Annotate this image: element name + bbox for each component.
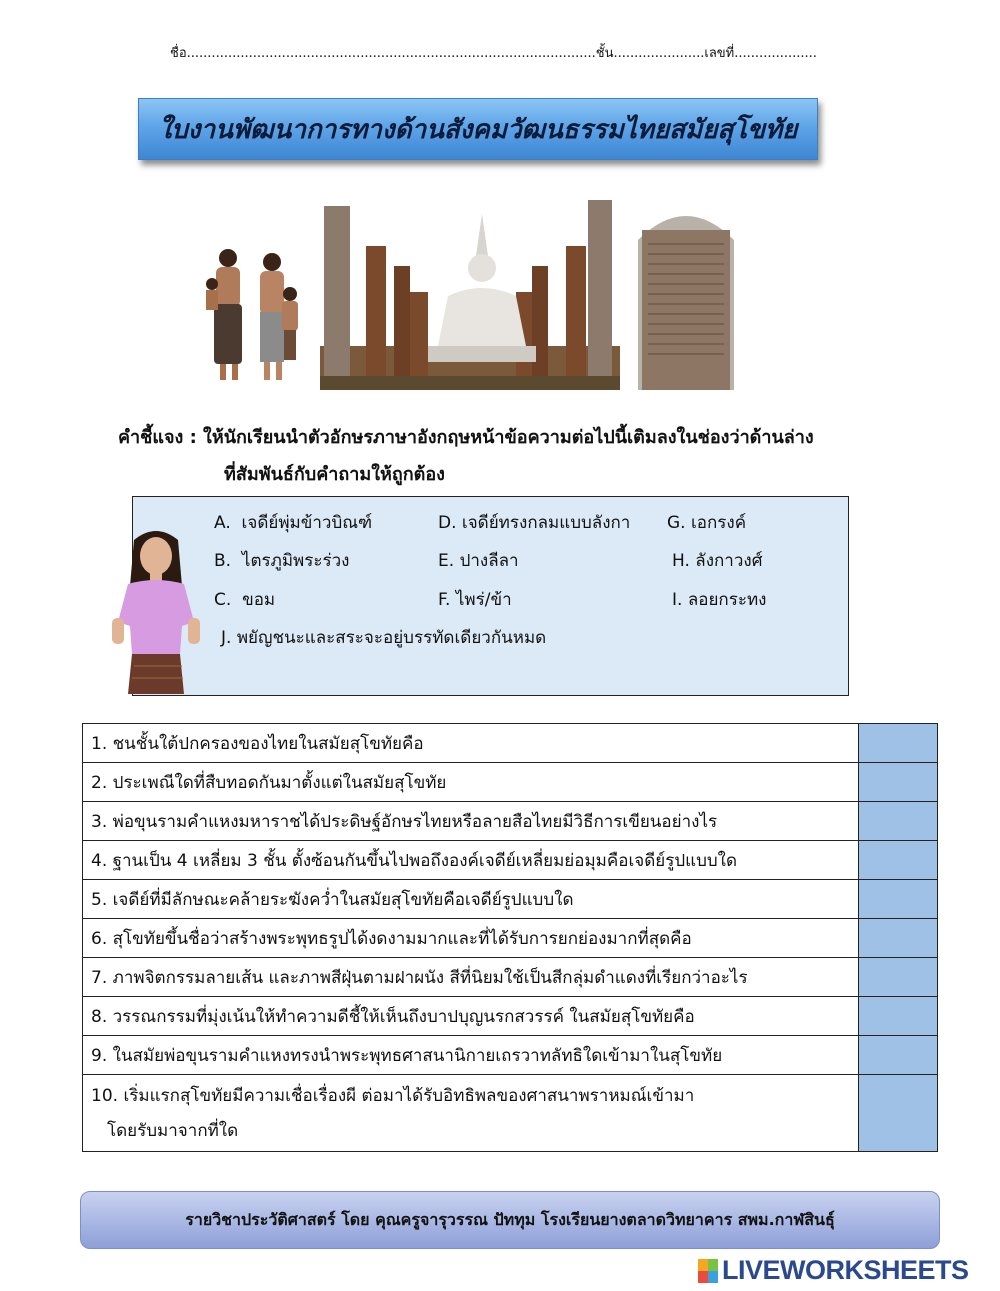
class-label: ชั้น [595,46,614,61]
question-10 [83,1075,859,1152]
class-blank[interactable]: ...................... [613,46,705,61]
teacher-photo [108,526,204,694]
footer-banner [80,1191,940,1249]
table-row [83,1036,938,1075]
brand-name: LIVEWORKSHEETS [722,1255,969,1285]
instruction-line-1: คำชี้แจง : ให้นักเรียนนำตัวอักษรภาษาอังกฤษหน้าข้อความต่อไปนี้เติมลงในช่องว่าด้านล่าง [118,427,814,448]
table-row [83,841,938,880]
page-title: ใบงานพัฒนาการทางด้านสังคมวัฒนธรรมไทยสมัยสุโขทัย [158,114,798,145]
question-6: 6. สุโขทัยขึ้นชื่อว่าสร้างพระพุทธรูปได้งดงามมากและที่ได้รับการยกย่องมากที่สุดคือ [83,919,859,958]
instruction-line-2: ที่สัมพันธ์กับคำถามให้ถูกต้อง [224,464,445,485]
choice-g: G. เอกรงค์ [667,513,747,533]
sukhothai-people-illustration [200,240,316,386]
table-row [83,724,938,763]
answer-cell-5[interactable] [859,880,938,919]
choice-i: I. ลอยกระทง [672,590,767,610]
title-banner [138,98,818,160]
answer-cell-1[interactable] [859,724,938,763]
choice-e: E. ปางลีลา [438,551,519,571]
answer-cell-2[interactable] [859,763,938,802]
table-row [83,958,938,997]
ramkhamhaeng-stone-inscription [632,200,740,390]
question-10-line-2: โดยรับมาจากที่ใด [107,1121,239,1141]
choice-f: F. ไพร่/ข้า [438,590,512,610]
answer-cell-6[interactable] [859,919,938,958]
choice-b: B. ไตรภูมิพระร่วง [214,551,350,571]
choice-j: J. พยัญชนะและสระจะอยู่บรรทัดเดียวกันหมด [221,628,547,648]
answer-cell-7[interactable] [859,958,938,997]
answer-cell-9[interactable] [859,1036,938,1075]
choice-c: C. ขอม [214,590,276,610]
liveworksheets-brand [698,1255,969,1286]
answer-cell-8[interactable] [859,997,938,1036]
table-row [83,997,938,1036]
question-9: 9. ในสมัยพ่อขุนรามคำแหงทรงนำพระพุทธศาสนานิกายเถรวาทลัทธิใดเข้ามาในสุโขทัย [83,1036,859,1075]
choice-d: D. เจดีย์ทรงกลมแบบลังกา [438,513,631,533]
question-5: 5. เจดีย์ที่มีลักษณะคล้ายระฆังคว่ำในสมัยสุโขทัยคือเจดีย์รูปแบบใด [83,880,859,919]
question-4: 4. ฐานเป็น 4 เหลี่ยม 3 ชั้น ตั้งซ้อนกันขึ้นไปพอถึงองค์เจดีย์เหลี่ยมย่อมุมคือเจดีย์รูปแบบใด [83,841,859,880]
question-7: 7. ภาพจิตกรรมลายเส้น และภาพสีฝุ่นตามฝาผนัง สีที่นิยมใช้เป็นสีกลุ่มดำแดงที่เรียกว่าอะไร [83,958,859,997]
answer-choices-box [132,496,849,696]
name-blank[interactable]: ................................................................................................... [186,46,596,61]
choice-a: A. เจดีย์พุ่มข้าวบิณฑ์ [214,513,373,533]
questions-table [82,723,938,1152]
question-2: 2. ประเพณีใดที่สืบทอดกันมาตั้งแต่ในสมัยสุโขทัย [83,763,859,802]
name-label: ชื่อ [170,46,187,61]
table-row [83,802,938,841]
question-10-line-1: 10. เริ่มแรกสุโขทัยมีความเชื่อเรื่องผี ต่อมาได้รับอิทธิพลของศาสนาพราหมณ์เข้ามา [91,1086,695,1106]
question-3: 3. พ่อขุนรามคำแหงมหาราชได้ประดิษฐ์อักษรไทยหรือลายสือไทยมีวิธีการเขียนอย่างไร [83,802,859,841]
answer-cell-3[interactable] [859,802,938,841]
table-row [83,880,938,919]
liveworksheets-logo-icon [698,1259,718,1283]
table-row [83,1075,938,1152]
table-row [83,763,938,802]
sukhothai-ruins-buddha-image [320,196,620,390]
footer-credit: รายวิชาประวัติศาสตร์ โดย คุณครูจารุวรรณ ปัททุม โรงเรียนยางตลาดวิทยาคาร สพม.กาฬสินธุ์ [185,1209,835,1229]
answer-cell-4[interactable] [859,841,938,880]
number-blank[interactable]: .................... [734,46,817,61]
question-8: 8. วรรณกรรมที่มุ่งเน้นให้ทำความดีชี้ให้เห็นถึงบาปบุญนรกสวรรค์ ในสมัยสุโขทัยคือ [83,997,859,1036]
answer-cell-10[interactable] [859,1075,938,1152]
table-row [83,919,938,958]
choice-h: H. ลังกาวงศ์ [672,551,763,571]
student-info-line [170,42,817,63]
number-label: เลขที่ [704,46,735,61]
question-1: 1. ชนชั้นใต้ปกครองของไทยในสมัยสุโขทัยคือ [83,724,859,763]
